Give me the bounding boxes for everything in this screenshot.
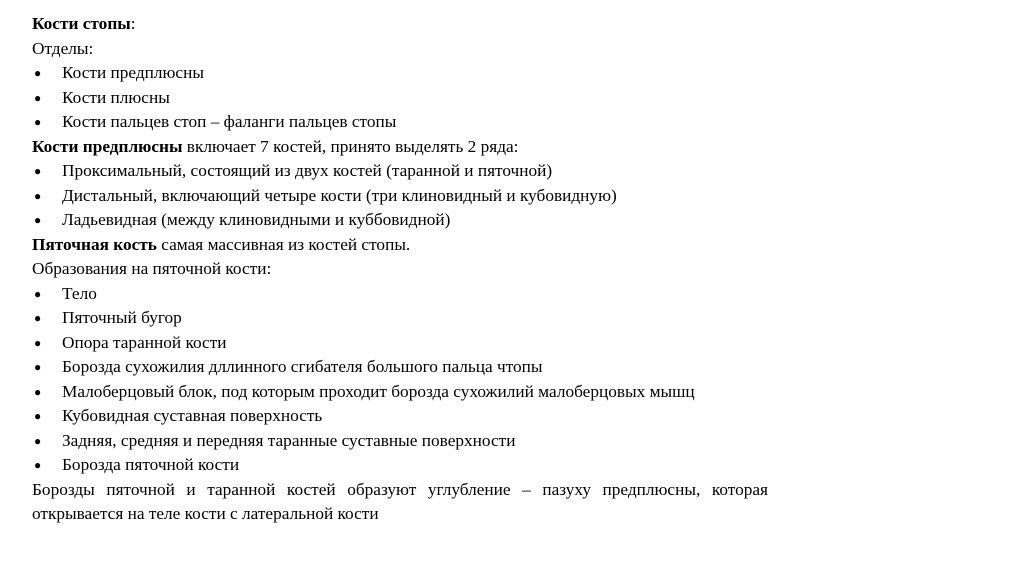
list-item [32, 282, 768, 307]
list-item-text: Малоберцовый блок, под которым проходит борозда сухожилий малоберцовых мышц [62, 381, 695, 401]
bullet-icon: ● [34, 90, 42, 105]
list-item [32, 453, 768, 478]
document-page [32, 12, 768, 527]
formations-list [32, 282, 768, 478]
list-item-text: Задняя, средняя и передняя таранные суставные поверхности [62, 430, 516, 450]
document-heading [32, 12, 768, 37]
list-item [32, 429, 768, 454]
list-item [32, 159, 768, 184]
heading-colon: : [130, 14, 136, 33]
tarsus-text: включает 7 костей, принято выделять 2 ряда: [182, 136, 519, 156]
list-item [32, 380, 768, 405]
list-item [32, 306, 768, 331]
list-item-text: Пяточный бугор [62, 308, 182, 327]
list-item [32, 404, 768, 429]
formations-label: Образования на пяточной кости: [32, 259, 272, 278]
heading-bold-text: Кости стопы [32, 14, 131, 33]
list-item [32, 355, 768, 380]
list-item-text: Опора таранной кости [62, 332, 227, 352]
list-item-text: Тело [62, 283, 97, 303]
list-item-text: Дистальный, включающий четыре кости (три клиновидный и кубовидную) [62, 185, 617, 205]
list-item-text: Кости плюсны [62, 87, 170, 107]
list-item-text: Кубовидная суставная поверхность [62, 406, 323, 425]
list-item [32, 86, 768, 111]
tarsus-bold-text: Кости предплюсны [32, 136, 183, 156]
bullet-icon: ● [34, 115, 42, 129]
bullet-icon: ● [34, 188, 42, 203]
bullet-icon: ● [34, 286, 42, 301]
bullet-icon: ● [34, 360, 42, 374]
bullet-icon: ● [34, 164, 42, 178]
list-item-text: Борозда сухожилия дллинного сгибателя большого пальца чтопы [62, 357, 543, 376]
bullet-icon: ● [34, 384, 42, 399]
bullet-icon: ● [34, 311, 42, 325]
calcaneus-paragraph [32, 233, 768, 258]
closing-paragraph: Борозды пяточной и таранной костей образуют углубление – пазуху предплюсны, которая открывается на теле кости с латеральной кости [32, 479, 768, 523]
list-item [32, 184, 768, 209]
calcaneus-bold-text: Пяточная кость [32, 234, 157, 254]
bullet-icon: ● [34, 335, 42, 350]
list-item [32, 208, 768, 233]
list-item [32, 61, 768, 86]
list-item-text: Кости пальцев стоп – фаланги пальцев стопы [62, 112, 397, 131]
list-item-text: Ладьевидная (между клиновидными и куббовидной) [62, 210, 451, 229]
calcaneus-text: самая массивная из костей стопы. [156, 234, 411, 254]
tarsus-paragraph [32, 135, 768, 160]
list-item-text: Проксимальный, состоящий из двух костей (таранной и пяточной) [62, 161, 553, 180]
sections-list [32, 61, 768, 135]
bullet-icon: ● [34, 433, 42, 448]
bullet-icon: ● [34, 213, 42, 227]
list-item-text: Кости предплюсны [62, 63, 204, 82]
tarsus-rows-list [32, 159, 768, 233]
list-item [32, 110, 768, 135]
list-item [32, 331, 768, 356]
bullet-icon: ● [34, 409, 42, 423]
sections-label: Отделы: [32, 38, 94, 58]
list-item-text: Борозда пяточной кости [62, 455, 240, 474]
bullet-icon: ● [34, 66, 42, 80]
bullet-icon: ● [34, 458, 42, 472]
